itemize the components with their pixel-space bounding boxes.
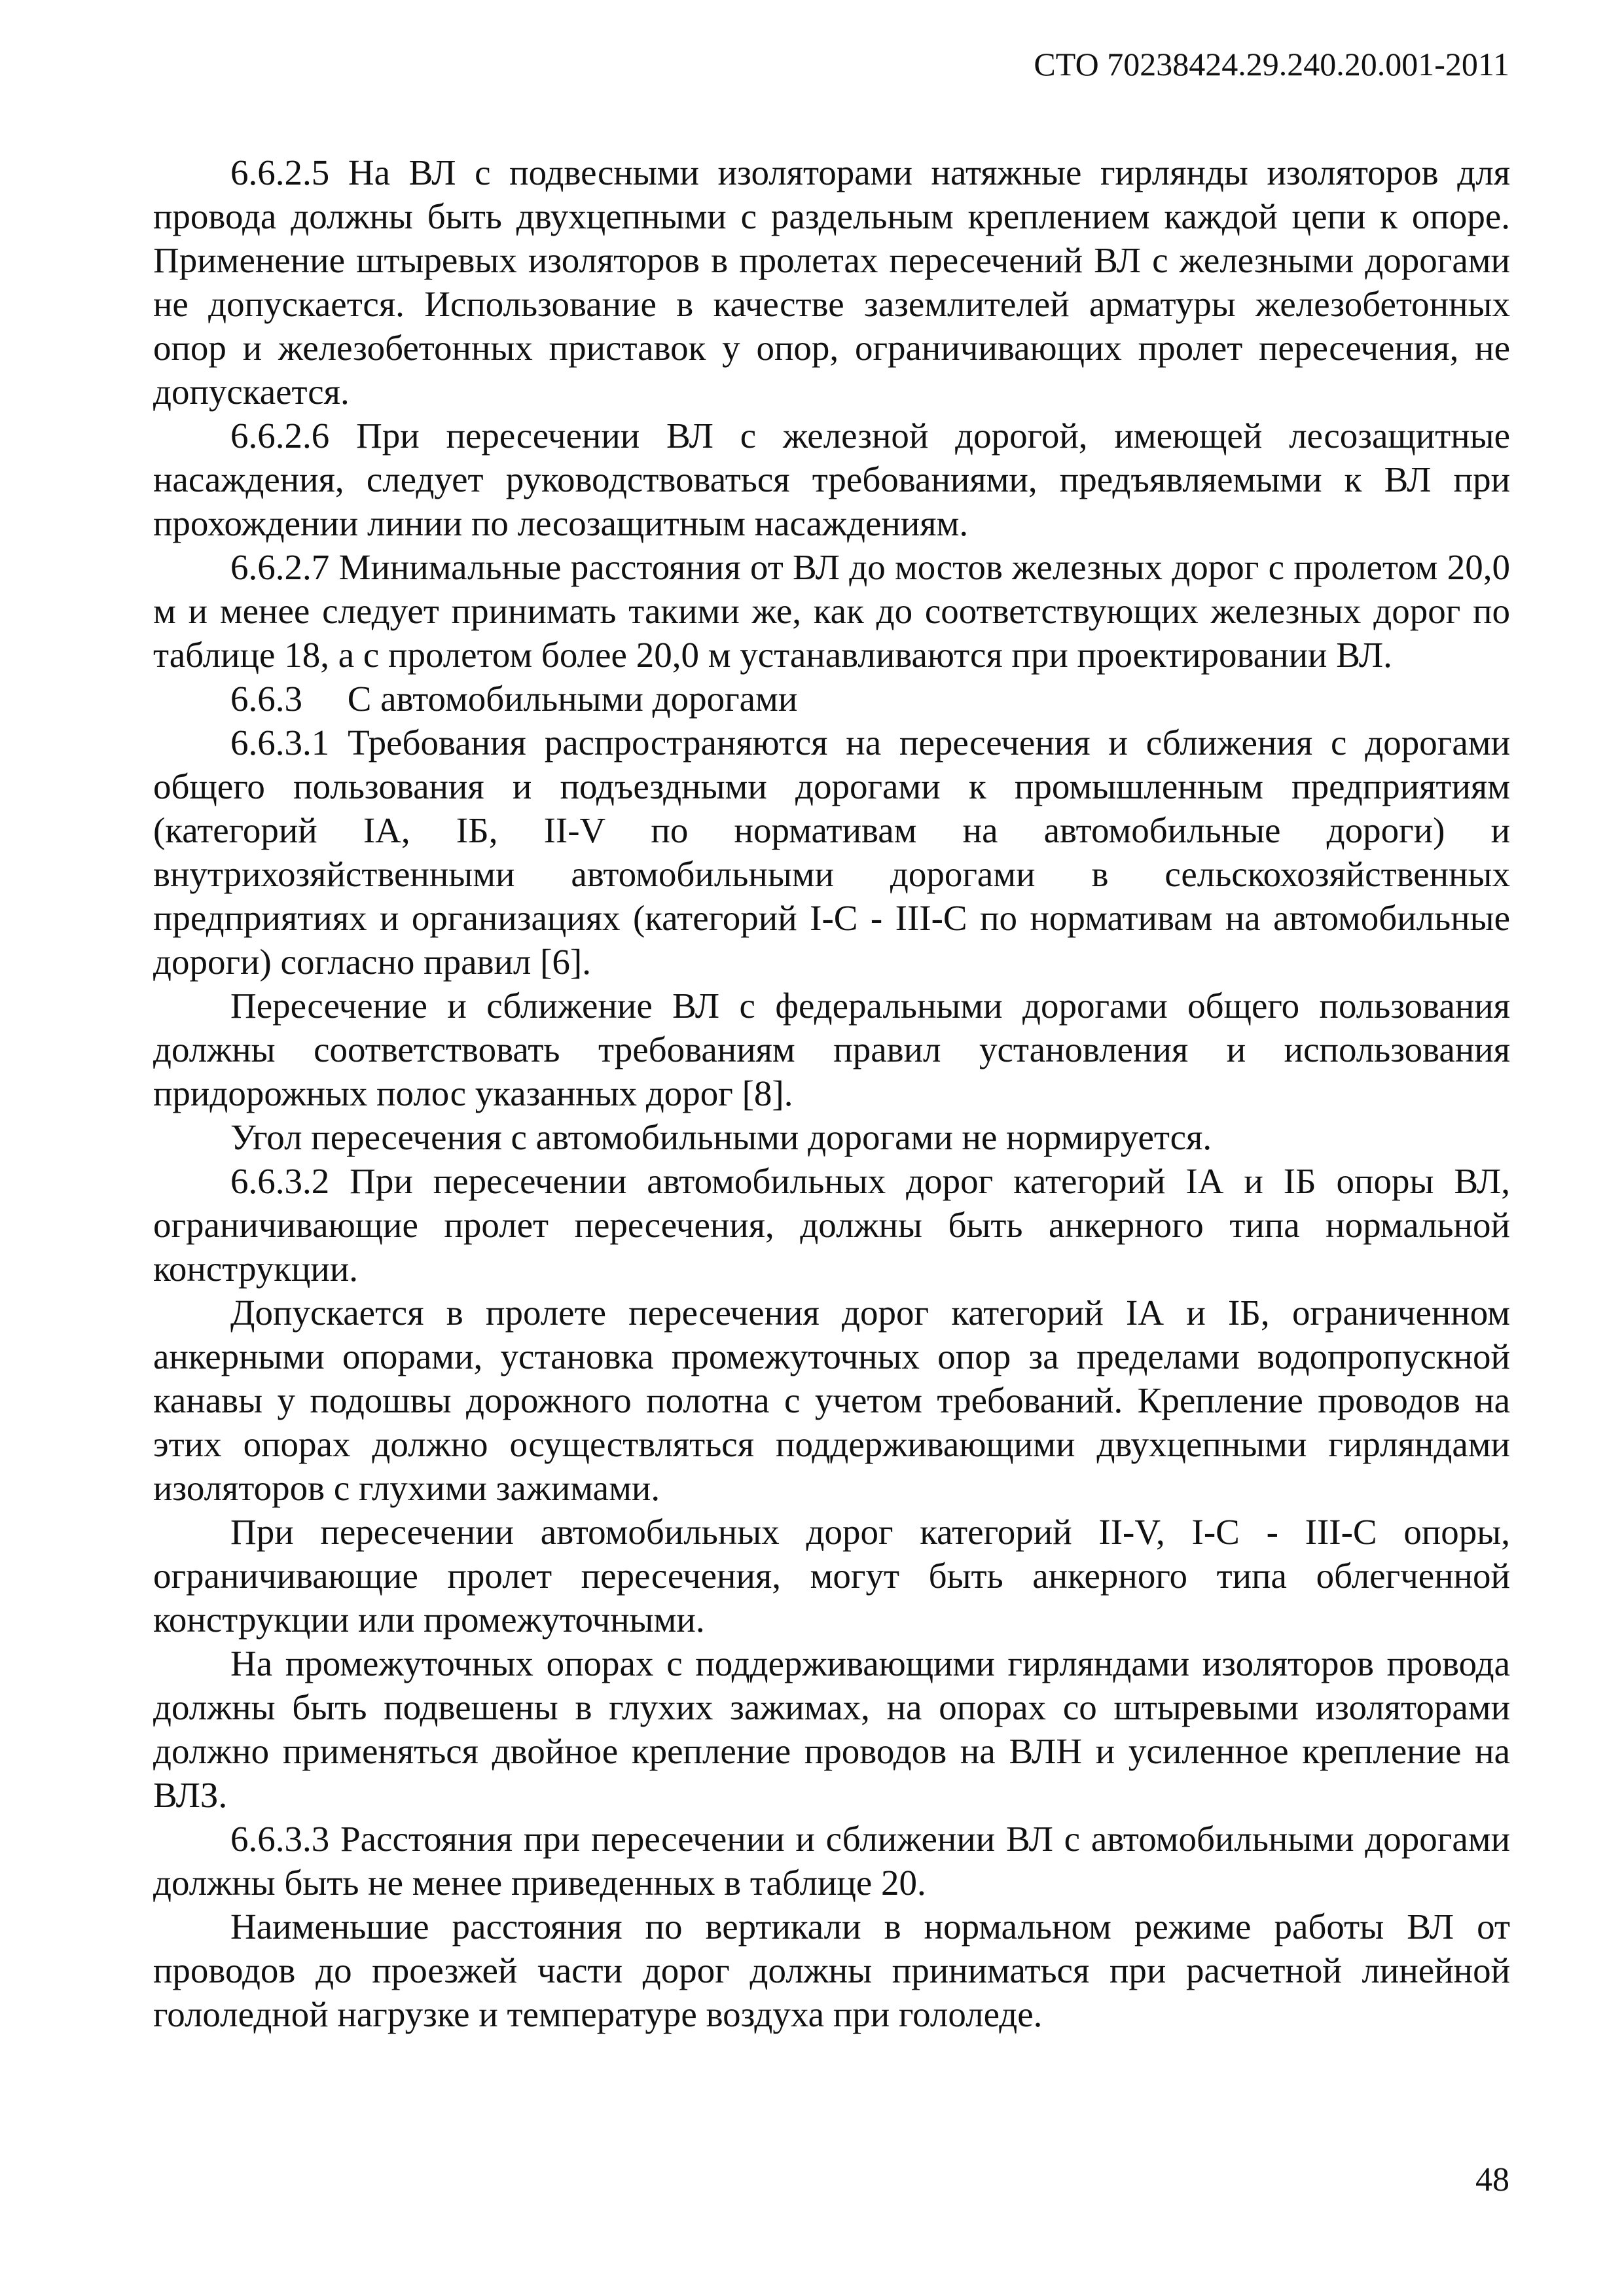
section-heading-6-6-3: 6.6.3 С автомобильными дорогами xyxy=(230,679,798,719)
document-code: СТО 70238424.29.240.20.001-2011 xyxy=(1034,46,1509,82)
paragraph-crossing-angle: Угол пересечения с автомобильными дорогами не нормируется. xyxy=(230,1117,1212,1157)
paragraph-federal-roads: Пересечение и сближение ВЛ с федеральными дорогами общего пользования должны соответствовать требованиям правил установления и использования придорожных полос указанных дорог [8]. xyxy=(153,986,1510,1113)
paragraph-vertical-distances: Наименьшие расстояния по вертикали в нормальном режиме работы ВЛ от проводов до проезжей части дорог должны приниматься при расчетной линейной гололедной нагрузке и температуре воздуха при гололеде. xyxy=(153,1907,1510,2034)
paragraph-6-6-2-5: 6.6.2.5 На ВЛ с подвесными изоляторами натяжные гирлянды изоляторов для провода должны быть двухцепными с раздельным креплением каждой цепи к опоре. Применение штыревых изоляторов в пролетах пересечений ВЛ с железными дорогами не допускается. Использование в качестве заземлителей арматуры железобетонных опор и железобетонных приставок у опор, ограничивающих пролет пересечения, не допускается. xyxy=(153,152,1510,412)
paragraph-intermediate-supports-fastening: На промежуточных опорах с поддерживающими гирляндами изоляторов провода должны быть подвешены в глухих зажимах, на опорах со штыревыми изоляторами должно применяться двойное крепление проводов на ВЛН и усиленное крепление на ВЛЗ. xyxy=(153,1643,1510,1815)
paragraph-category-ii-v: При пересечении автомобильных дорог категорий II-V, I-С - III-С опоры, ограничивающие пролет пересечения, могут быть анкерного типа облегченной конструкции или промежуточными. xyxy=(153,1512,1510,1640)
paragraph-intermediate-supports-allowed: Допускается в пролете пересечения дорог категорий IА и IБ, ограниченном анкерными опорами, установка промежуточных опор за пределами водопропускной канавы у подошвы дорожного полотна с учетом требований. Крепление проводов на этих опорах должно осуществляться поддерживающими двухцепными гирляндами изоляторов с глухими зажимами. xyxy=(153,1293,1510,1508)
paragraph-6-6-2-6: 6.6.2.6 При пересечении ВЛ с железной дорогой, имеющей лесозащитные насаждения, следует руководствоваться требованиями, предъявляемыми к ВЛ при прохождении линии по лесозащитным насаждениям. xyxy=(153,416,1510,543)
paragraph-6-6-3-2: 6.6.3.2 При пересечении автомобильных дорог категорий IА и IБ опоры ВЛ, ограничивающие пролет пересечения, должны быть анкерного типа нормальной конструкции. xyxy=(153,1161,1510,1289)
paragraph-6-6-3-3: 6.6.3.3 Расстояния при пересечении и сближении ВЛ с автомобильными дорогами должны быть не менее приведенных в таблице 20. xyxy=(153,1819,1510,1903)
paragraph-6-6-3-1: 6.6.3.1 Требования распространяются на пересечения и сближения с дорогами общего пользования и подъездными дорогами к промышленным предприятиям (категорий IА, IБ, II-V по нормативам на автомобильные дороги) и внутрихозяйственными автомобильными дорогами в сельскохозяйственных предприятиях и организациях (категорий I-С - III-С по нормативам на автомобильные дороги) согласно правил [6]. xyxy=(153,723,1510,982)
document-body xyxy=(153,151,1510,2036)
paragraph-6-6-2-7: 6.6.2.7 Минимальные расстояния от ВЛ до мостов железных дорог с пролетом 20,0 м и менее следует принимать такими же, как до соответствующих железных дорог по таблице 18, а с пролетом более 20,0 м устанавливаются при проектировании ВЛ. xyxy=(153,547,1510,675)
page-number: 48 xyxy=(1475,2161,1509,2198)
